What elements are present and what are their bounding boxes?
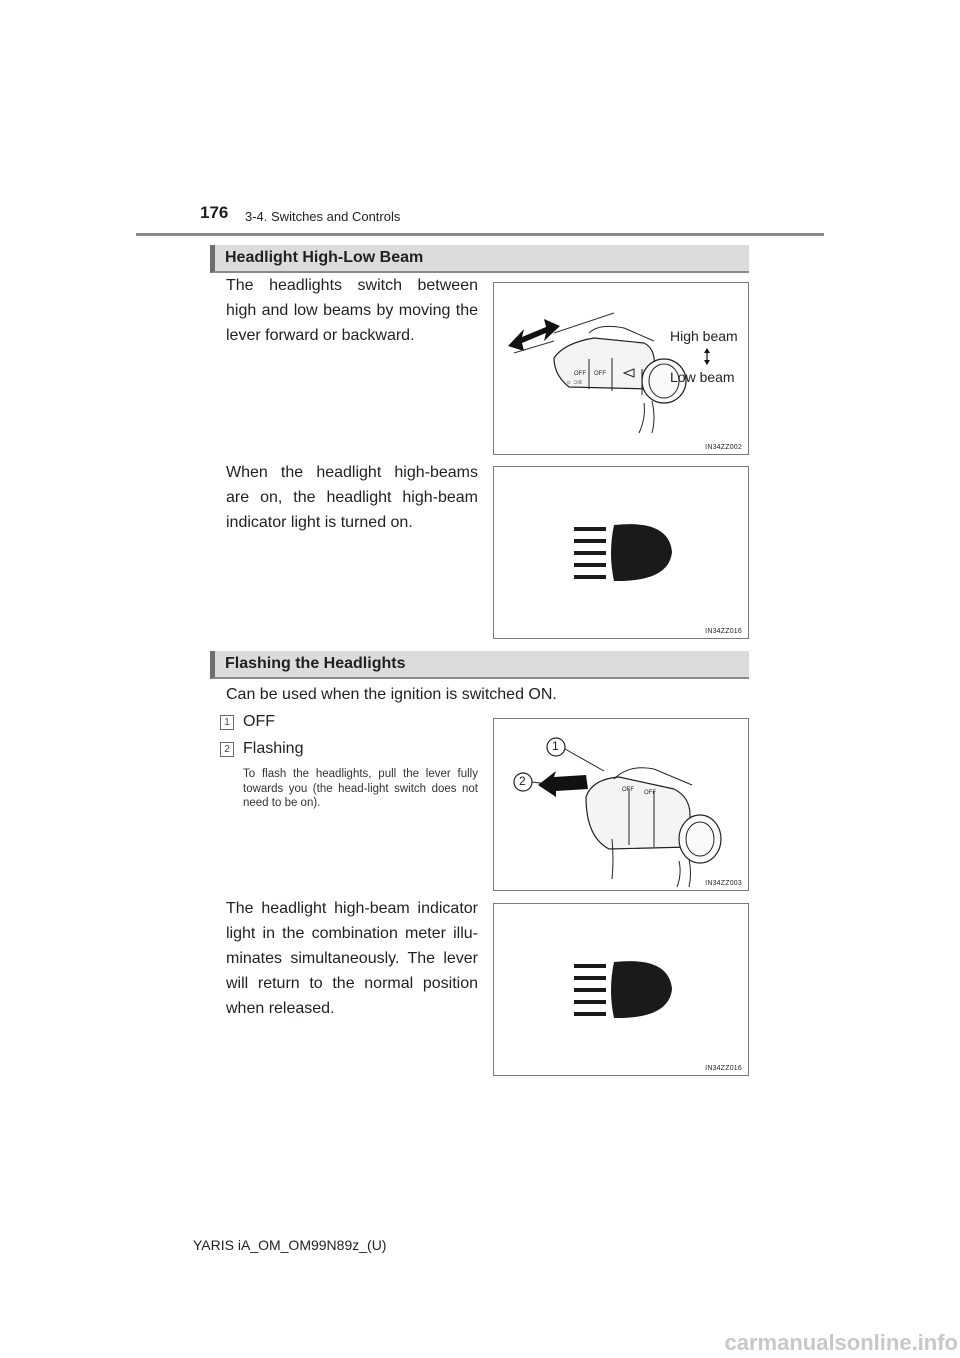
figure-lever-flash bbox=[493, 718, 749, 891]
section-heading-text: Headlight High-Low Beam bbox=[225, 249, 424, 266]
item-number-1: 1 bbox=[220, 715, 234, 730]
figure-high-beam-indicator bbox=[493, 466, 749, 639]
high-beam-indicator-icon bbox=[494, 467, 748, 638]
svg-text:OFF: OFF bbox=[594, 371, 606, 377]
pull-arrow-icon bbox=[538, 771, 588, 797]
header-rule bbox=[136, 233, 824, 236]
intro-text: Can be used when the ignition is switched ON. bbox=[226, 686, 557, 703]
svg-text:OFF: OFF bbox=[574, 371, 586, 377]
item-label-off: OFF bbox=[243, 713, 275, 730]
paragraph-indicator: When the headlight high-beams are on, the headlight high-beam indicator light is turned on. bbox=[226, 464, 478, 531]
item-label-flashing: Flashing bbox=[243, 740, 304, 757]
footer-doc-id: YARIS iA_OM_OM99N89z_(U) bbox=[193, 1237, 387, 1253]
paragraph-beam-switch: The headlights switch between high and low beams by moving the lever forward or backward. bbox=[226, 277, 478, 344]
watermark: carmanualsonline.info bbox=[724, 1330, 958, 1355]
callout-2: 2 bbox=[519, 774, 526, 788]
section-heading-text: Flashing the Headlights bbox=[225, 655, 406, 672]
figure-code: IN34ZZ016 bbox=[705, 1065, 742, 1072]
figure-high-beam-indicator-2 bbox=[493, 903, 749, 1076]
svg-text:☼ ⊃≡: ☼ ⊃≡ bbox=[566, 380, 582, 386]
section-label: 3-4. Switches and Controls bbox=[245, 209, 401, 224]
figure-lever-high-low bbox=[493, 282, 749, 455]
high-beam-indicator-icon bbox=[494, 904, 748, 1075]
figure-code: IN34ZZ003 bbox=[705, 880, 742, 887]
paragraph-return: The headlight high-beam indicator light in the combination meter illu-minates simultaneously. The lever will return to the normal position when released. bbox=[226, 900, 478, 1017]
section-heading-flashing bbox=[210, 651, 749, 679]
callout-1: 1 bbox=[552, 739, 559, 753]
figure-code: IN34ZZ002 bbox=[705, 444, 742, 451]
svg-text:OFF: OFF bbox=[622, 787, 634, 793]
page-number: 176 bbox=[200, 203, 229, 222]
double-arrow-icon bbox=[508, 319, 560, 351]
flashing-note: To flash the headlights, pull the lever fully towards you (the head-light switch does not need to be on). bbox=[243, 768, 478, 809]
section-heading-high-low-beam bbox=[210, 245, 749, 273]
label-high-beam: High beam bbox=[670, 328, 738, 344]
svg-text:OFF: OFF bbox=[644, 790, 656, 796]
item-number-2: 2 bbox=[220, 742, 234, 757]
label-low-beam: Low beam bbox=[670, 369, 735, 385]
up-down-arrow-icon bbox=[704, 348, 710, 365]
figure-code: IN34ZZ016 bbox=[705, 628, 742, 635]
lever-flash-illustration bbox=[494, 719, 748, 890]
